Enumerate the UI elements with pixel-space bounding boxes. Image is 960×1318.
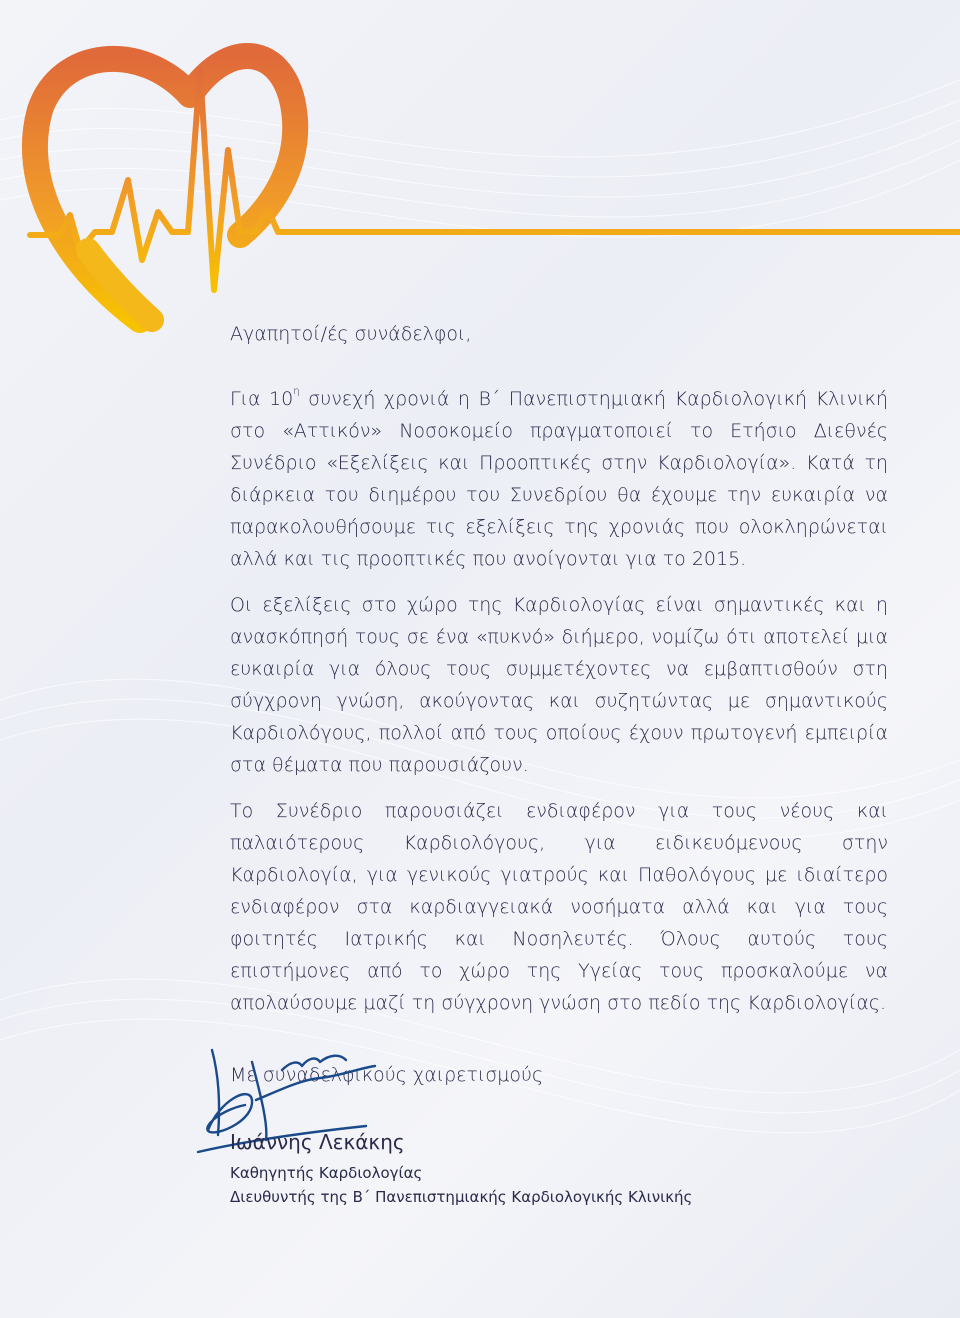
paragraph-1: [230, 383, 888, 575]
letter-body: [230, 318, 888, 1091]
signer-name: Ιωάννης Λεκάκης: [230, 1130, 405, 1154]
signer-title: Καθηγητής Καρδιολογίας: [230, 1164, 423, 1182]
signer-block: [230, 1127, 888, 1209]
greeting: Αγαπητοί/ές συνάδελφοι,: [230, 323, 472, 345]
paragraph-1-rest: συνεχή χρονιά η Β΄ Πανεπιστημιακή Καρδιολογική Κλινική στο «Αττικόν» Νοσοκομείο πραγματοποιεί το Ετήσιο Διεθνές Συνέδριο «Εξελίξεις και Προοπτικές στην Καρδιολογία». Κατά τη διάρκεια του διημέρου του Συνεδρίου θα έχουμε την ευκαιρία να παρακολουθήσουμε τις εξελίξεις της χρονιάς που ολοκληρώνεται αλλά και τις προοπτικές που ανοίγονται για το 2015.: [230, 388, 889, 570]
ordinal-superscript: η: [293, 386, 300, 397]
paragraph-3: Το Συνέδριο παρουσιάζει ενδιαφέρον για τους νέους και παλαιότερους Καρδιολόγους, για ειδικευόμενους στην Καρδιολογία, για γενικούς γιατρούς και Παθολόγους με ιδιαίτερο ενδιαφέρον στα καρδιαγγειακά νοσήματα αλλά και για τους φοιτητές Ιατρικής και Νοσηλευτές. Όλους αυτούς τους επιστήμονες από το χώρο της Υγείας τους προσκαλούμε να απολαύσουμε μαζί τη σύγχρονη γνώση στο πεδίο της Καρδιολογίας.: [230, 800, 888, 1014]
paragraph-2: Οι εξελίξεις στο χώρο της Καρδιολογίας είναι σημαντικές και η ανασκόπησή τους σε ένα «πυκνό» διήμερο, νομίζω ότι αποτελεί μια ευκαιρία για όλους τους συμμετέχοντες να εμβαπτισθούν στη σύγχρονη γνώση, ακούγοντας και συζητώντας με σημαντικούς Καρδιολόγους, πολλοί από τους οποίους έχουν πρωτογενή εμπειρία στα θέματα που παρουσιάζουν.: [230, 594, 888, 776]
heart-ecg-logo: [0, 0, 960, 340]
signer-role: Διευθυντής της Β΄ Πανεπιστημιακής Καρδιολογικής Κλινικής: [230, 1188, 693, 1206]
closing-salutation: Με συναδελφικούς χαιρετισμούς: [230, 1064, 544, 1086]
paragraph-1-start: Για 10: [230, 388, 294, 410]
